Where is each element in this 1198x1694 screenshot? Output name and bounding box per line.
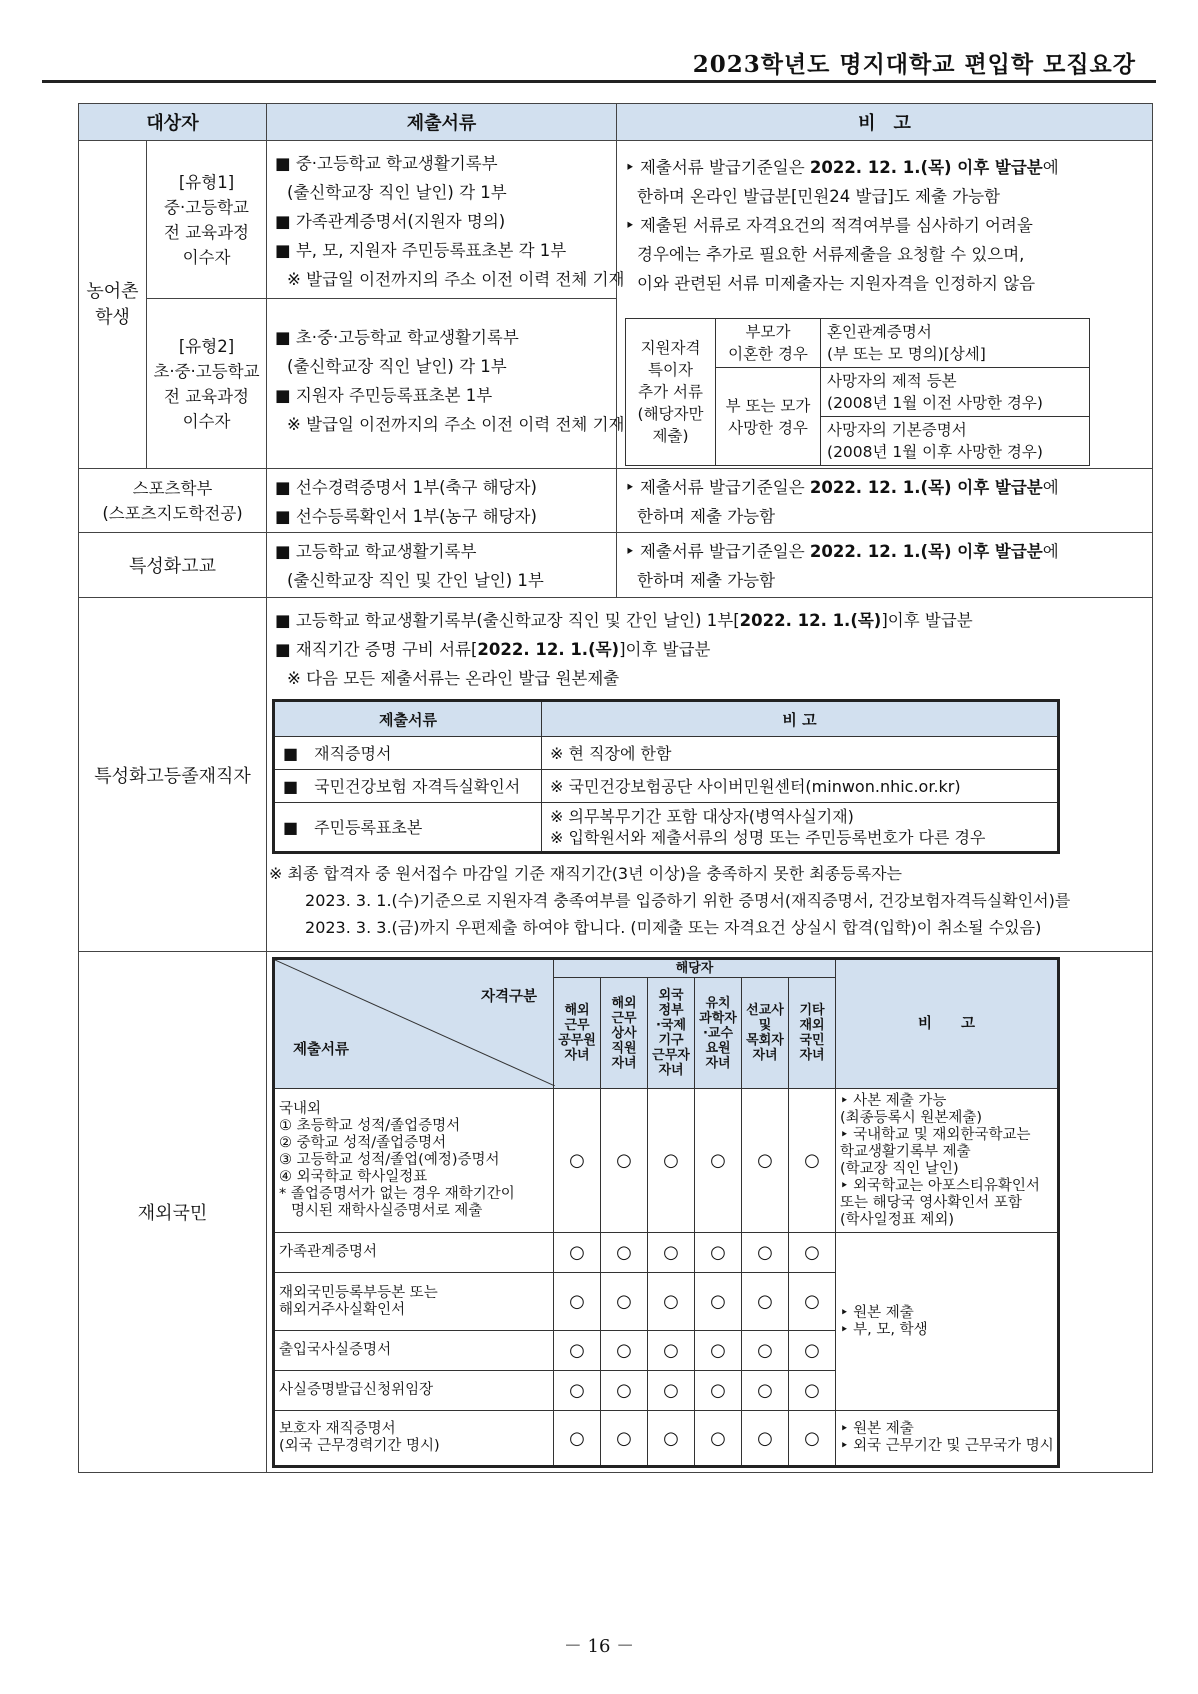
sports-label: 스포츠학부 (스포츠지도학전공): [79, 469, 267, 533]
employed-docs-table: [272, 699, 1060, 854]
corner-top-label: 자격구분: [480, 989, 538, 1005]
employed-label: 특성화고등졸재직자: [79, 598, 267, 952]
specialized-remarks: ‣ 제출서류 발급기준일은 2022. 12. 1.(목) 이후 발급분에 한하며 제출 가능함: [617, 533, 1153, 598]
table-row: ■ 국민건강보험 자격득실확인서 ※ 국민건강보험공단 사이버민원센터(minwon.nhic.or.kr): [274, 770, 1059, 803]
header-target: 대상자: [79, 104, 267, 141]
sports-row: [79, 469, 1153, 533]
header-remarks: 비 고: [617, 104, 1153, 141]
page-number: － 16 －: [563, 1636, 635, 1657]
farm-type1-label-cell: [147, 141, 267, 299]
specialized-row: [79, 533, 1153, 598]
requirements-table: [78, 103, 1153, 1473]
sports-docs: ■ 선수경력증명서 1부(축구 해당자) ■ 선수등록확인서 1부(농구 해당자): [267, 469, 617, 533]
table-header-row: [79, 104, 1153, 141]
employed-notes: ※ 최종 합격자 중 원서접수 마감일 기준 재직기간(3년 이상)을 충족하지 못한 최종등록자는 2023. 3. 1.(수)기준으로 지원자격 충족여부를 입증하기 위한 증명서(재직증명서, 건강보험자격득실확인서)를 2023. 3. 3.(금)까지 우편제출 하여야 합니다. (미제출 또는 자격요건 상실시 합격(입학)이 취소될 수있음): [269, 864, 1071, 937]
col-foreign-gov-children: 외국 정부 ·국제 기구 근무자 자녀: [648, 978, 695, 1089]
table-row: 출입국사실증명서 ○ ○ ○ ○ ○ ○: [274, 1331, 1059, 1371]
deceased-doc-before-2008: 사망자의 제적 등본 (2008년 1월 이전 사망한 경우): [821, 368, 1090, 417]
divorced-case: 부모가 이혼한 경우: [716, 319, 821, 368]
farm-type1-docs: ■ 중·고등학교 학교생활기록부 (출신학교장 직인 날인) 각 1부 ■ 가족관계증명서(지원자 명의) ■ 부, 모, 지원자 주민등록표초본 각 1부 ※ 발급일 이전까지의 주소 이전 이력 전체 기재: [267, 141, 617, 299]
col-scientist-children: 유치 과학자 ·교수 요원 자녀: [695, 978, 742, 1089]
diagonal-line: [275, 960, 555, 1086]
corner-bottom-label: 제출서류: [293, 1042, 350, 1058]
special-cases-table: [625, 318, 1090, 466]
sports-remarks: ‣ 제출서류 발급기준일은 2022. 12. 1.(목) 이후 발급분에 한하며 제출 가능함: [617, 469, 1153, 533]
col-overseas-company-children: 해외 근무 상사 직원 자녀: [601, 978, 648, 1089]
table-row: 재외국민등록부등본 또는 해외거주사실확인서 ○ ○ ○ ○ ○ ○: [274, 1273, 1059, 1331]
header-documents: 제출서류: [267, 104, 617, 141]
farm-type1-label: [유형1] 중·고등학교 전 교육과정 이수자: [164, 172, 249, 267]
farm-type2-label-cell: [147, 299, 267, 469]
table-row: 국내외 ① 초등학교 성적/졸업증명서 ② 중학교 성적/졸업증명서 ③ 고등학교 성적/졸업(예정)증명서 ④ 외국학교 학사일정표 * 졸업증명서가 없는 경우 재학기간이 명시된 재학사실증명서로 제출 ○ ○ ○ ○ ○ ○ ‣ 사본 제출 가능 (최종등록시 원본제출) ‣ 국내학교 및 재외한국학교는 학교생활기록부 제출 (학교장 직인 날인) ‣ 외국학교는 아포스티유확인서 또는 해당국 영사확인서 포함 (학사일정표 제외): [274, 1089, 1059, 1233]
farm-remarks-cell: ‣ 제출서류 발급기준일은 2022. 12. 1.(목) 이후 발급분에 한하며 온라인 발급분[민원24 발급]도 제출 가능함 ‣ 제출된 서류로 자격요건의 적격여부를 심사하기 어려울 경우에는 추가로 필요한 서류제출을 요청할 수 있으며, 이와 관련된 서류 미제출자는 지원자격을 인정하지 않음 지원자격 특이자 추가 서류 (해당자만 제출) 부모가 이혼한 경우 혼인관계증명서 (부 또는 모 명의)[상세] 부 또는 모가 사망한 경우 사망자의 제적 등본 (2008년 1월 이전 사망한 경우) 사망자의 기본증명서 (2008년 1월 이후 사망한 경우): [617, 141, 1153, 469]
farm-category: 농어촌 학생: [86, 280, 139, 328]
col-other-overseas-children: 기타 재외 국민 자녀: [789, 978, 836, 1089]
special-cases-label: 지원자격 특이자 추가 서류 (해당자만 제출): [626, 319, 716, 466]
overseas-docs-table: [272, 957, 1060, 1468]
farm-type2-label: [유형2] 초·중·고등학교 전 교육과정 이수자: [153, 336, 260, 431]
table-row: 사실증명발급신청위임장 ○ ○ ○ ○ ○ ○: [274, 1371, 1059, 1411]
merged-remark: ‣ 원본 제출 ‣ 부, 모, 학생: [836, 1233, 1059, 1411]
table-row: ■ 재직증명서 ※ 현 직장에 한함: [274, 737, 1059, 770]
employed-content: ■ 고등학교 학교생활기록부(출신학교장 직인 및 간인 날인) 1부[2022. 12. 1.(목)]이후 발급분 ■ 재직기간 증명 구비 서류[2022. 12. 1.(목)]이후 발급분 ※ 다음 모든 제출서류는 온라인 발급 원본제출 제출서류 비 고 ■ 재직증명서 ※ 현 직장에 한함 ■ 국민건강보험 자격득실확인서 ※ 국민건강보험공단 사이버민원센터(minwon.nhic.or.kr) ■ 주민등록표초본 ※ 의무복무기간 포함 대상자(병역사실기재) ※ 입학원서와 제출서류의 성명 또는 주민등록번호가 다른 경우 ※ 최종 합격자 중 원서접수 마감일 기준 재직기간(3년 이상)을 충족하지 못한 최종등록자는 2023. 3. 1.(수)기준으로 지원자격 충족여부를 입증하기 위한 증명서(재직증명서, 건강보험자격득실확인서)를 2023. 3. 3.(금)까지 우편제출 하여야 합니다. (미제출 또는 자격요건 상실시 합격(입학)이 취소될 수있음): [267, 598, 1153, 952]
specialized-docs: ■ 고등학교 학교생활기록부 (출신학교장 직인 및 간인 날인) 1부: [267, 533, 617, 598]
table-row: 가족관계증명서 ○ ○ ○ ○ ○ ○ ‣ 원본 제출 ‣ 부, 모, 학생: [274, 1233, 1059, 1273]
overseas-remarks-header: 비 고: [836, 959, 1059, 1089]
page-header: [42, 38, 1156, 83]
deceased-case: 부 또는 모가 사망한 경우: [716, 368, 821, 466]
employed-docs-header: 제출서류: [274, 701, 542, 737]
divorced-doc: 혼인관계증명서 (부 또는 모 명의)[상세]: [821, 319, 1090, 368]
document-title: 2023학년도 명지대학교 편입학 모집요강: [692, 51, 1136, 78]
specialized-label: 특성화고교: [79, 533, 267, 598]
col-missionary-children: 선교사 및 목회자 자녀: [742, 978, 789, 1089]
farm-type1-row: [79, 141, 1153, 299]
farm-type2-docs: ■ 초·중·고등학교 학교생활기록부 (출신학교장 직인 날인) 각 1부 ■ 지원자 주민등록표초본 1부 ※ 발급일 이전까지의 주소 이전 이력 전체 기재: [267, 299, 617, 469]
employed-remarks-header: 비 고: [542, 701, 1059, 737]
deceased-doc-after-2008: 사망자의 기본증명서 (2008년 1월 이후 사망한 경우): [821, 417, 1090, 466]
table-row: ■ 주민등록표초본 ※ 의무복무기간 포함 대상자(병역사실기재) ※ 입학원서와 제출서류의 성명 또는 주민등록번호가 다른 경우: [274, 803, 1059, 853]
overseas-label: 재외국민: [79, 952, 267, 1473]
farm-category-cell: [79, 141, 147, 469]
overseas-content: [267, 952, 1153, 1473]
table-row: 보호자 재직증명서 (외국 근무경력기간 명시) ○ ○ ○ ○ ○ ○ ‣ 원본 제출 ‣ 외국 근무기간 및 근무국가 명시: [274, 1411, 1059, 1467]
col-overseas-official-children: 해외 근무 공무원 자녀: [554, 978, 601, 1089]
employed-row: [79, 598, 1153, 952]
overseas-row: [79, 952, 1153, 1473]
qualification-corner: [274, 959, 554, 1089]
applicable-group-header: 해당자: [554, 959, 836, 978]
